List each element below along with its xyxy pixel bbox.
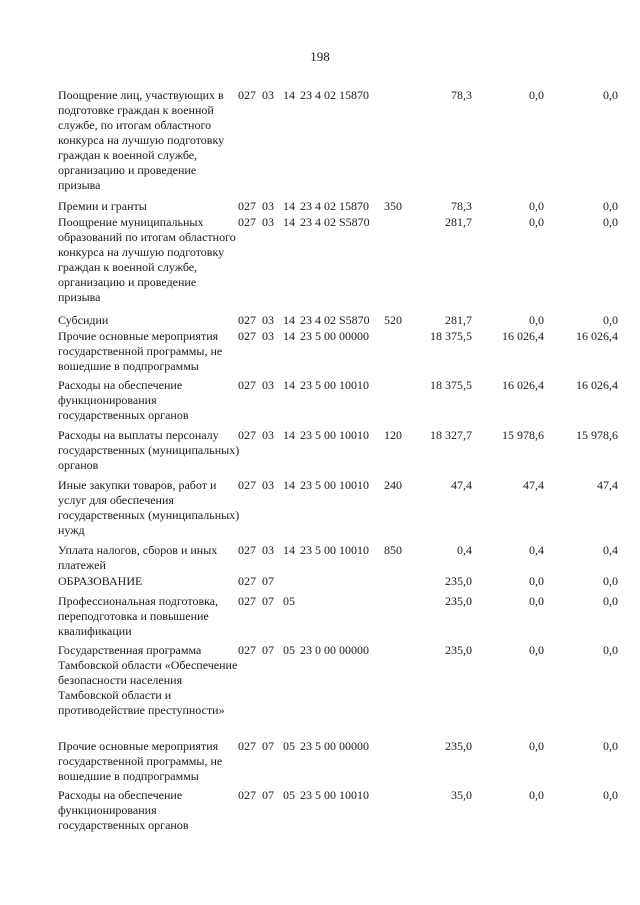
row-name: Расходы на выплаты персоналу государственных (муниципальных) органов xyxy=(58,428,240,472)
row-amount-year1: 35,0 xyxy=(451,788,472,802)
row-name: Государственная программа Тамбовской области «Обеспечение безопасности населения Тамбовской области и противодействие преступности» xyxy=(58,643,238,717)
row-amount-year3: 0,0 xyxy=(603,215,618,229)
row-section-code: 03 xyxy=(262,378,274,392)
row-section-code: 03 xyxy=(262,428,274,442)
row-amount-year2: 0,0 xyxy=(529,199,544,213)
row-ministry-code: 027 xyxy=(238,313,256,327)
row-subsection-code: 14 xyxy=(283,378,295,392)
row-amount-year3: 47,4 xyxy=(597,478,618,492)
row-amount-year2: 0,0 xyxy=(529,643,544,657)
row-amount-year3: 0,0 xyxy=(603,199,618,213)
row-target-article: 23 5 00 00000 xyxy=(300,329,369,343)
row-section-code: 07 xyxy=(262,574,274,588)
row-amount-year2: 0,0 xyxy=(529,574,544,588)
row-amount-year1: 235,0 xyxy=(445,739,472,753)
row-target-article: 23 5 00 10010 xyxy=(300,428,369,442)
row-ministry-code: 027 xyxy=(238,739,256,753)
row-expense-type: 240 xyxy=(384,478,402,492)
row-amount-year2: 0,0 xyxy=(529,788,544,802)
row-target-article: 23 5 00 10010 xyxy=(300,543,369,557)
row-amount-year3: 0,0 xyxy=(603,313,618,327)
row-name: Поощрение муниципальных образований по итогам областного конкурса на лучшую подготовку граждан к военной службе, организацию и проведение призыва xyxy=(58,215,236,304)
row-target-article: 23 4 02 S5870 xyxy=(300,215,370,229)
row-amount-year3: 0,0 xyxy=(603,574,618,588)
row-subsection-code: 14 xyxy=(283,88,295,102)
row-amount-year1: 78,3 xyxy=(451,199,472,213)
row-section-code: 03 xyxy=(262,478,274,492)
row-name: Расходы на обеспечение функционирования государственных органов xyxy=(58,788,189,832)
row-amount-year1: 235,0 xyxy=(445,594,472,608)
row-amount-year2: 0,0 xyxy=(529,215,544,229)
row-subsection-code: 05 xyxy=(283,788,295,802)
row-amount-year1: 18 375,5 xyxy=(430,378,472,392)
row-section-code: 07 xyxy=(262,788,274,802)
row-subsection-code: 05 xyxy=(283,594,295,608)
row-name: Уплата налогов, сборов и иных платежей xyxy=(58,543,218,572)
row-name: Прочие основные мероприятия государственной программы, не вошедшие в подпрограммы xyxy=(58,739,223,783)
row-section-code: 03 xyxy=(262,543,274,557)
row-amount-year2: 47,4 xyxy=(523,478,544,492)
row-target-article: 23 5 00 10010 xyxy=(300,478,369,492)
row-ministry-code: 027 xyxy=(238,428,256,442)
row-subsection-code: 14 xyxy=(283,428,295,442)
row-ministry-code: 027 xyxy=(238,788,256,802)
row-amount-year1: 0,4 xyxy=(457,543,472,557)
row-amount-year2: 16 026,4 xyxy=(502,378,544,392)
row-name: Профессиональная подготовка, переподготовка и повышение квалификации xyxy=(58,594,219,638)
row-section-code: 07 xyxy=(262,594,274,608)
row-target-article: 23 5 00 10010 xyxy=(300,788,369,802)
row-name: ОБРАЗОВАНИЕ xyxy=(58,574,143,588)
row-amount-year3: 0,0 xyxy=(603,643,618,657)
row-ministry-code: 027 xyxy=(238,215,256,229)
row-ministry-code: 027 xyxy=(238,199,256,213)
row-expense-type: 120 xyxy=(384,428,402,442)
row-subsection-code: 14 xyxy=(283,199,295,213)
row-subsection-code: 14 xyxy=(283,478,295,492)
page-number: 198 xyxy=(310,49,330,64)
row-ministry-code: 027 xyxy=(238,378,256,392)
row-name: Поощрение лиц, участвующих в подготовке граждан к военной службе, по итогам областного конкурса на лучшую подготовку граждан к военной службе, организацию и проведение призыва xyxy=(58,88,225,192)
row-section-code: 03 xyxy=(262,313,274,327)
row-amount-year1: 281,7 xyxy=(445,215,472,229)
row-name: Субсидии xyxy=(58,313,109,327)
row-ministry-code: 027 xyxy=(238,574,256,588)
row-target-article: 23 4 02 S5870 xyxy=(300,313,370,327)
row-amount-year3: 15 978,6 xyxy=(576,428,618,442)
row-ministry-code: 027 xyxy=(238,543,256,557)
row-subsection-code: 14 xyxy=(283,329,295,343)
row-expense-type: 850 xyxy=(384,543,402,557)
row-target-article: 23 5 00 00000 xyxy=(300,739,369,753)
row-target-article: 23 5 00 10010 xyxy=(300,378,369,392)
row-amount-year2: 0,0 xyxy=(529,739,544,753)
row-amount-year2: 0,0 xyxy=(529,594,544,608)
row-amount-year1: 47,4 xyxy=(451,478,472,492)
row-amount-year1: 18 327,7 xyxy=(430,428,472,442)
row-target-article: 23 0 00 00000 xyxy=(300,643,369,657)
row-amount-year2: 0,0 xyxy=(529,88,544,102)
row-target-article: 23 4 02 15870 xyxy=(300,199,369,213)
row-section-code: 07 xyxy=(262,643,274,657)
row-name: Премии и гранты xyxy=(58,199,147,213)
row-amount-year2: 15 978,6 xyxy=(502,428,544,442)
row-amount-year2: 16 026,4 xyxy=(502,329,544,343)
row-subsection-code: 14 xyxy=(283,313,295,327)
row-name: Прочие основные мероприятия государственной программы, не вошедшие в подпрограммы xyxy=(58,329,223,373)
row-section-code: 03 xyxy=(262,215,274,229)
row-name: Расходы на обеспечение функционирования государственных органов xyxy=(58,378,189,422)
row-amount-year1: 281,7 xyxy=(445,313,472,327)
row-expense-type: 520 xyxy=(384,313,402,327)
row-amount-year3: 0,0 xyxy=(603,739,618,753)
row-section-code: 03 xyxy=(262,88,274,102)
row-ministry-code: 027 xyxy=(238,329,256,343)
row-expense-type: 350 xyxy=(384,199,402,213)
row-amount-year2: 0,0 xyxy=(529,313,544,327)
row-ministry-code: 027 xyxy=(238,88,256,102)
row-amount-year3: 0,0 xyxy=(603,88,618,102)
row-amount-year3: 0,0 xyxy=(603,788,618,802)
row-section-code: 03 xyxy=(262,329,274,343)
row-ministry-code: 027 xyxy=(238,594,256,608)
row-target-article: 23 4 02 15870 xyxy=(300,88,369,102)
row-subsection-code: 14 xyxy=(283,543,295,557)
row-subsection-code: 05 xyxy=(283,643,295,657)
row-ministry-code: 027 xyxy=(238,478,256,492)
row-amount-year3: 0,0 xyxy=(603,594,618,608)
row-amount-year3: 16 026,4 xyxy=(576,378,618,392)
row-amount-year1: 18 375,5 xyxy=(430,329,472,343)
row-amount-year3: 16 026,4 xyxy=(576,329,618,343)
row-amount-year3: 0,4 xyxy=(603,543,618,557)
row-section-code: 07 xyxy=(262,739,274,753)
row-amount-year1: 78,3 xyxy=(451,88,472,102)
row-amount-year1: 235,0 xyxy=(445,643,472,657)
row-amount-year1: 235,0 xyxy=(445,574,472,588)
row-subsection-code: 05 xyxy=(283,739,295,753)
row-section-code: 03 xyxy=(262,199,274,213)
row-name: Иные закупки товаров, работ и услуг для обеспечения государственных (муниципальных) нужд xyxy=(58,478,240,537)
row-subsection-code: 14 xyxy=(283,215,295,229)
row-ministry-code: 027 xyxy=(238,643,256,657)
row-amount-year2: 0,4 xyxy=(529,543,544,557)
